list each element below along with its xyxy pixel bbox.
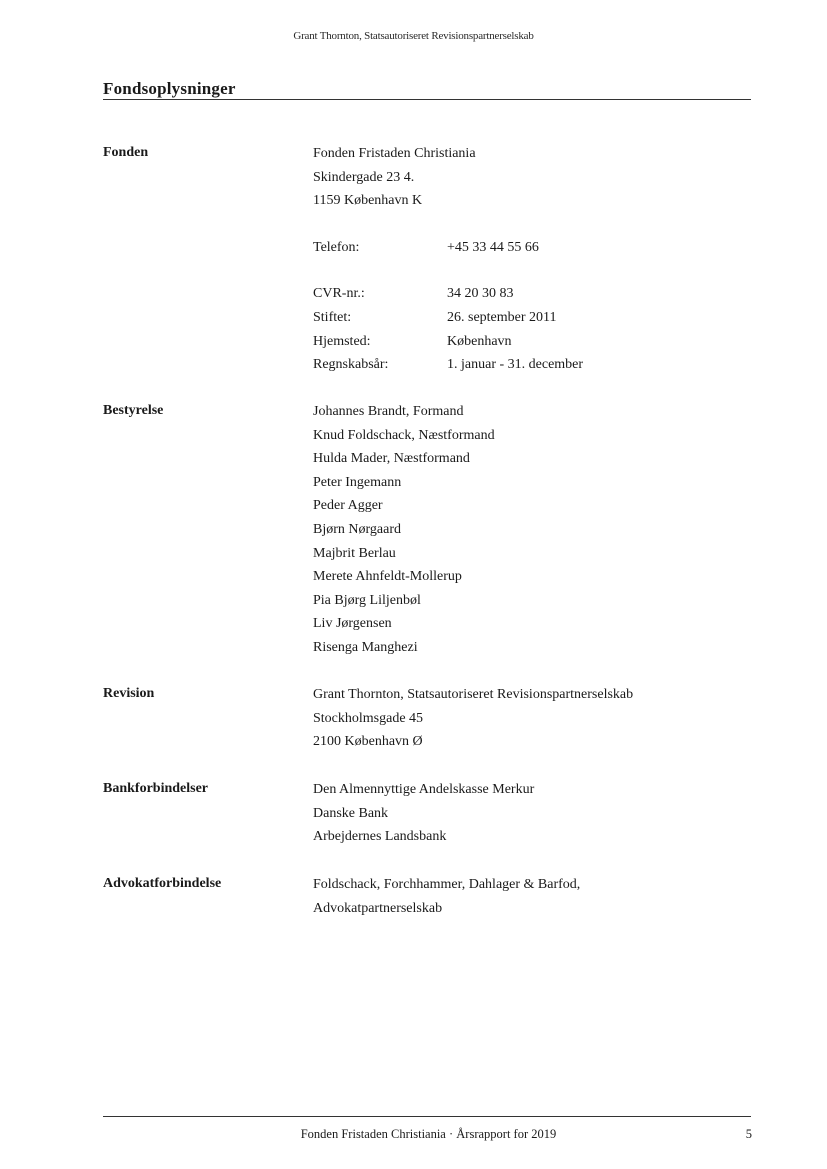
section-label-bank: Bankforbindelser [103, 781, 209, 796]
section-label-revision: Revision [103, 686, 155, 701]
kv-value: 26. september 2011 [447, 309, 557, 325]
kv-row-hjemsted [313, 330, 753, 354]
kv-row-cvr [313, 282, 753, 306]
revision-street: Stockholmsgade 45 [313, 710, 424, 726]
section-label-bestyrelse: Bestyrelse [103, 403, 164, 418]
kv-key: Stiftet: [313, 309, 352, 325]
fonden-details-block [313, 282, 753, 376]
fonden-street: Skindergade 23 4. [313, 169, 415, 185]
advokat-body [313, 873, 753, 920]
bank-name: Danske Bank [313, 805, 389, 821]
kv-key: Telefon: [313, 239, 360, 255]
board-member: Hulda Mader, Næstformand [313, 451, 470, 467]
board-member: Pia Bjørg Liljenbøl [313, 592, 421, 608]
section-label-fonden: Fonden [103, 145, 149, 160]
running-header: Grant Thornton, Statsautoriseret Revisionspartnerselskab [293, 30, 534, 42]
kv-row-regnskabsaar [313, 353, 753, 377]
fonden-city: 1159 København K [313, 193, 423, 209]
kv-row-stiftet [313, 306, 753, 330]
board-member: Risenga Manghezi [313, 639, 418, 655]
footer-text: Fonden Fristaden Christiania · Årsrapport for 2019 [300, 1127, 557, 1141]
kv-value: 1. januar - 31. december [447, 357, 584, 373]
kv-value: +45 33 44 55 66 [447, 239, 539, 255]
board-member: Peder Agger [313, 498, 383, 514]
kv-value: København [447, 333, 512, 349]
section-label-advokat: Advokatforbindelse [103, 876, 222, 891]
board-member: Knud Foldschack, Næstformand [313, 427, 495, 443]
board-member: Merete Ahnfeldt-Mollerup [313, 569, 462, 585]
board-member: Bjørn Nørgaard [313, 521, 401, 537]
revision-body [313, 683, 753, 754]
board-member: Johannes Brandt, Formand [313, 404, 464, 419]
kv-value: 34 20 30 83 [447, 286, 514, 302]
bank-name: Arbejdernes Landsbank [313, 829, 447, 845]
fonden-body [313, 142, 753, 377]
board-member: Peter Ingemann [313, 474, 402, 490]
bank-body [313, 778, 753, 849]
kv-key: Hjemsted: [313, 333, 371, 349]
kv-row-phone [313, 236, 753, 260]
kv-key: CVR-nr.: [313, 286, 365, 302]
revision-city: 2100 København Ø [313, 734, 423, 750]
title-underline [103, 99, 751, 100]
fonden-name: Fonden Fristaden Christiania [313, 146, 476, 161]
board-member: Majbrit Berlau [313, 545, 396, 561]
advokat-firm-type: Advokatpartnerselskab [313, 900, 443, 916]
bank-name: Den Almennyttige Andelskasse Merkur [313, 782, 535, 797]
fonden-phone-block [313, 236, 753, 260]
bestyrelse-body [313, 400, 753, 660]
advokat-firm: Foldschack, Forchhammer, Dahlager & Barfod, [313, 877, 581, 892]
page-number: 5 [745, 1127, 752, 1141]
footer-rule [103, 1116, 751, 1117]
revision-firm: Grant Thornton, Statsautoriseret Revisionspartnerselskab [313, 687, 634, 702]
page-title: Fondsoplysninger [103, 79, 236, 98]
board-member: Liv Jørgensen [313, 616, 392, 632]
kv-key: Regnskabsår: [313, 357, 389, 373]
